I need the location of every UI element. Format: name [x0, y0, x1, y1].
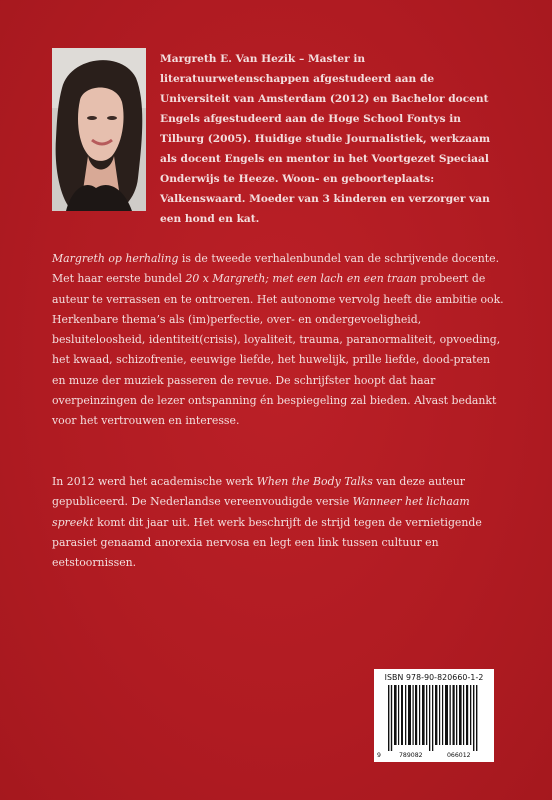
author-photo: [52, 48, 146, 211]
academic-work-title: When the Body Talks: [256, 475, 373, 488]
paragraph-text: komt dit jaar uit. Het werk beschrijft de strijd tegen de vernietigende parasiet genaamd anorexia nervosa en legt een link tussen cultuur en eetstoornissen.: [52, 515, 482, 570]
barcode-digits-left: 789082: [399, 752, 423, 759]
isbn-label: ISBN 978-90-820660-1-2: [384, 673, 484, 682]
paragraph-text: van deze auteur gepubliceerd. De Nederlandse vereenvoudigde versie: [52, 475, 465, 509]
dutch-version-title: Wanneer het lichaam spreekt: [52, 495, 470, 529]
author-portrait-image: [52, 48, 146, 211]
paragraph-text: probeert de auteur te verrassen en te ontroeren. Het autonome vervolg heeft die ambitie ook. Herkenbare thema’s als (im)perfectie, over- en ondergevoeligheid, besluiteloosheid, identiteit(crisis), loyaliteit, trauma, paranormaliteit, opvoeding, het kwaad, schizofrenie, eeuwige liefde, het huwelijk, prille liefde, dood-praten en muze der muziek passeren de revue. De schrijfster hoopt dat haar overpeinzingen de lezer ontspanning én bespiegeling zal bieden. Alvast bedankt voor het vertrouwen en interesse.: [52, 272, 504, 428]
barcode-first-digit: 9: [377, 752, 381, 759]
first-book-title: 20 x Margreth; met een lach en een traan: [185, 272, 417, 286]
description-paragraph: [52, 249, 504, 432]
academic-work-paragraph: [52, 472, 504, 573]
isbn-barcode: [374, 669, 494, 762]
barcode-bars: [380, 685, 488, 751]
paragraph-text: is de tweede verhalenbundel van de schrijvende docente. Met haar eerste bundel: [52, 252, 500, 286]
barcode-digits-right: 066012: [447, 752, 471, 759]
author-bio: Margreth E. Van Hezik – Master in literatuurwetenschappen afgestudeerd aan de Universiteit van Amsterdam (2012) en Bachelor docent Engels afgestudeerd aan de Hoge School Fontys in Tilburg (2005). Huidige studie Journalistiek, werkzaam als docent Engels en mentor in het Voortgezet Speciaal Onderwijs te Heeze. Woon- en geboorteplaats: Valkenswaard. Moeder van 3 kinderen en verzorger van een hond en kat.: [160, 53, 491, 225]
book-title: Margreth op herhaling: [52, 252, 179, 265]
paragraph-text: In 2012 werd het academische werk: [52, 475, 257, 488]
